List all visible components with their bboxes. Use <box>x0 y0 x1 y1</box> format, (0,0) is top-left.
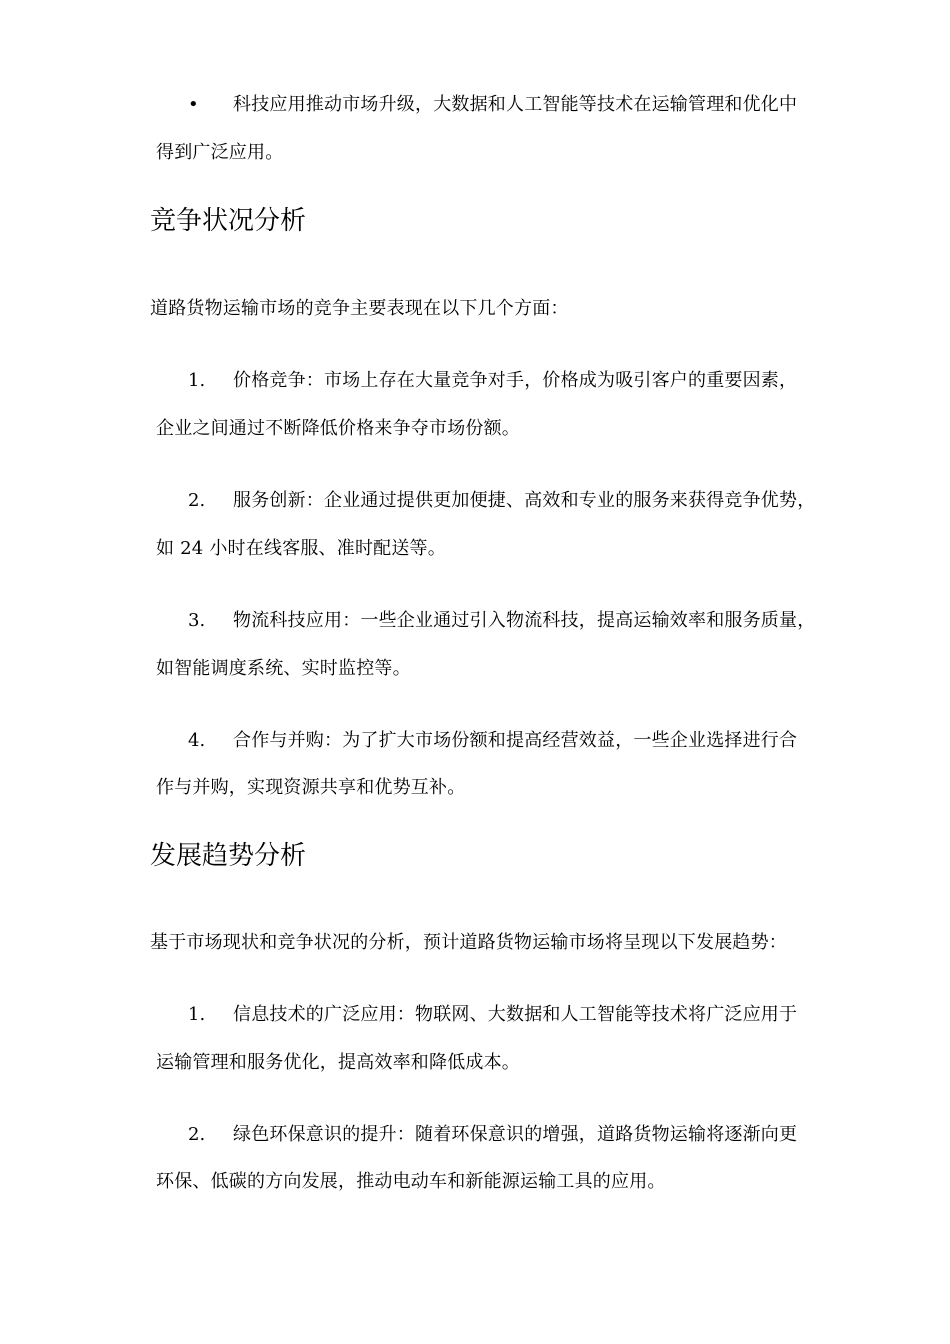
list-item-line1: 物流科技应用：一些企业通过引入物流科技，提高运输效率和服务质量， <box>233 610 816 631</box>
list-marker: 2. <box>188 1124 206 1145</box>
list-item-line2: 环保、低碳的方向发展，推动电动车和新能源运输工具的应用。 <box>156 1171 666 1192</box>
list-item-line2: 运输管理和服务优化，提高效率和降低成本。 <box>156 1052 520 1073</box>
bullet-text-line2: 得到广泛应用。 <box>156 142 284 163</box>
list-item-line2: 作与并购，实现资源共享和优势互补。 <box>156 777 466 798</box>
list-item-line1: 信息技术的广泛应用：物联网、大数据和人工智能等技术将广泛应用于 <box>233 1004 798 1025</box>
list-item-line2: 如智能调度系统、实时监控等。 <box>156 658 411 679</box>
section-heading-competition: 竞争状况分析 <box>150 206 307 236</box>
section-heading-trends: 发展趋势分析 <box>150 841 307 871</box>
competition-intro: 道路货物运输市场的竞争主要表现在以下几个方面： <box>150 298 569 319</box>
list-item-line1: 合作与并购：为了扩大市场份额和提高经营效益，一些企业选择进行合 <box>233 730 798 751</box>
list-marker: 2. <box>188 490 206 511</box>
list-marker: 1. <box>188 1004 206 1025</box>
list-item-line1: 价格竞争：市场上存在大量竞争对手，价格成为吸引客户的重要因素， <box>233 370 798 391</box>
list-item-line1: 绿色环保意识的提升：随着环保意识的增强，道路货物运输将逐渐向更 <box>233 1124 798 1145</box>
list-item-line2: 企业之间通过不断降低价格来争夺市场份额。 <box>156 418 520 439</box>
bullet-marker: • <box>188 94 199 115</box>
list-marker: 3. <box>188 610 206 631</box>
trends-intro: 基于市场现状和竞争状况的分析，预计道路货物运输市场将呈现以下发展趋势： <box>150 932 787 953</box>
list-item-line1: 服务创新：企业通过提供更加便捷、高效和专业的服务来获得竞争优势， <box>233 490 816 511</box>
bullet-text-line1: 科技应用推动市场升级，大数据和人工智能等技术在运输管理和优化中 <box>233 94 798 115</box>
list-item-line2: 如 24 小时在线客服、准时配送等。 <box>156 538 446 559</box>
list-marker: 4. <box>188 730 206 751</box>
list-marker: 1. <box>188 370 206 391</box>
